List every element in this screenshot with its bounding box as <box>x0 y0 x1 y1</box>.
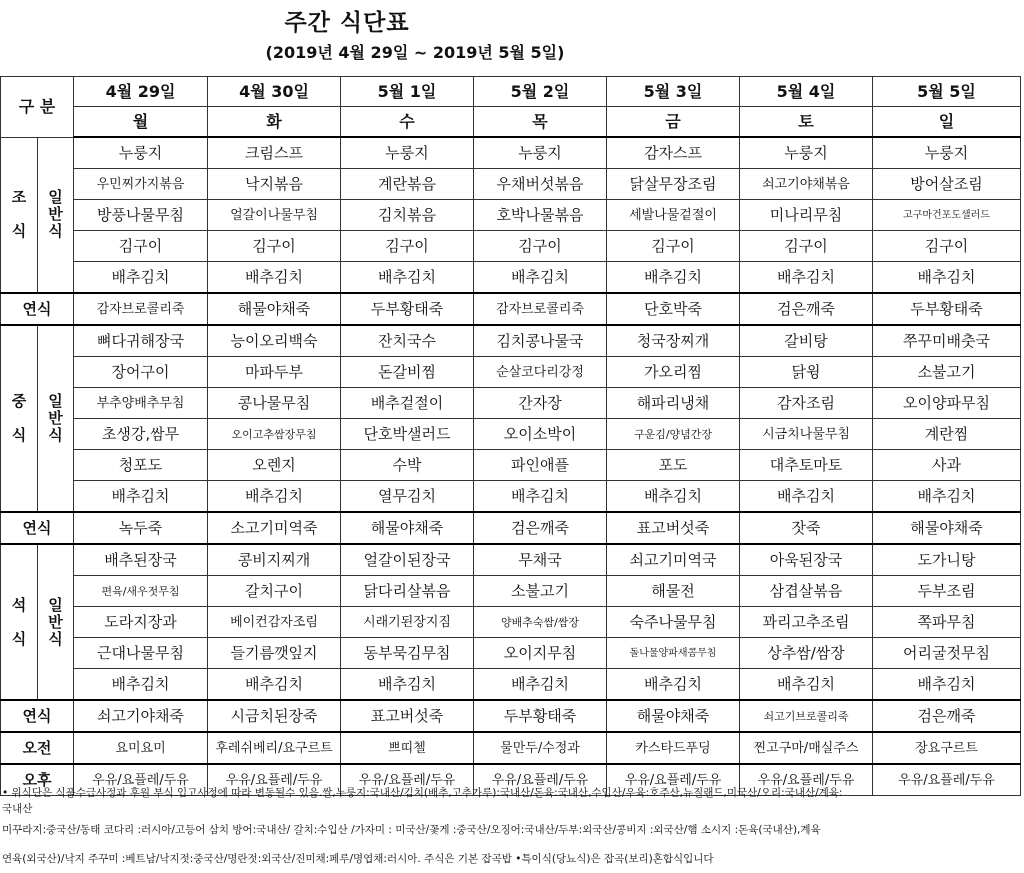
dinner-menu-item: 베이컨감자조림 <box>208 607 341 638</box>
lunch-soft-item: 잣죽 <box>740 512 873 544</box>
lunch-menu-item: 뼈다귀해장국 <box>74 325 208 357</box>
breakfast-menu-item: 낙지볶음 <box>208 169 341 200</box>
breakfast-menu-item: 배추김치 <box>607 262 740 294</box>
day-header: 일 <box>873 107 1021 138</box>
breakfast-menu-item: 방어살조림 <box>873 169 1021 200</box>
lunch-menu-item: 오렌지 <box>208 450 341 481</box>
snack-pm-item: 우유/요플레/두유 <box>341 764 474 796</box>
breakfast-menu-item: 감자스프 <box>607 137 740 169</box>
lunch-soft-label: 연식 <box>1 512 74 544</box>
lunch-menu-item: 능이오리백숙 <box>208 325 341 357</box>
breakfast-type-label: 일 반 식 <box>38 137 74 293</box>
snack-am-item: 장요구르트 <box>873 732 1021 764</box>
dinner-menu-item: 해물전 <box>607 576 740 607</box>
lunch-menu-item: 배추김치 <box>208 481 341 513</box>
lunch-soft-item: 소고기미역죽 <box>208 512 341 544</box>
breakfast-menu-item: 김치볶음 <box>341 200 474 231</box>
dinner-menu-item: 두부조림 <box>873 576 1021 607</box>
snack-pm-label: 오후 <box>1 764 74 796</box>
dinner-menu-item: 시래기된장지짐 <box>341 607 474 638</box>
breakfast-menu-item: 김구이 <box>873 231 1021 262</box>
snack-pm-item: 우유/요플레/두유 <box>607 764 740 796</box>
lunch-menu-item: 장어구이 <box>74 357 208 388</box>
dinner-soft-item: 두부황태죽 <box>474 700 607 732</box>
lunch-menu-item: 오이고추쌈장무침 <box>208 419 341 450</box>
breakfast-menu-item: 고구마건포도샐러드 <box>873 200 1021 231</box>
dinner-menu-item: 쪽파무침 <box>873 607 1021 638</box>
breakfast-soft-item: 두부황태죽 <box>341 293 474 325</box>
lunch-soft-item: 검은깨죽 <box>474 512 607 544</box>
breakfast-menu-item: 쇠고기야채볶음 <box>740 169 873 200</box>
lunch-menu-item: 배추김치 <box>873 481 1021 513</box>
day-header: 수 <box>341 107 474 138</box>
lunch-menu-item: 해파리냉채 <box>607 388 740 419</box>
lunch-menu-item: 돈갈비찜 <box>341 357 474 388</box>
date-range: (2019년 4월 29일 ~ 2019년 5월 5일) <box>265 43 565 62</box>
breakfast-meal-label: 조 식 <box>1 137 38 293</box>
lunch-menu-item: 배추김치 <box>474 481 607 513</box>
dinner-soft-item: 쇠고기야채죽 <box>74 700 208 732</box>
date-header: 5월 4일 <box>740 77 873 107</box>
dinner-menu-item: 양배추숙쌈/쌈장 <box>474 607 607 638</box>
dinner-meal-label: 석 식 <box>1 544 38 700</box>
lunch-menu-item: 소불고기 <box>873 357 1021 388</box>
dinner-menu-item: 갈치구이 <box>208 576 341 607</box>
dinner-menu-item: 도라지장과 <box>74 607 208 638</box>
breakfast-menu-item: 배추김치 <box>740 262 873 294</box>
breakfast-menu-item: 김구이 <box>474 231 607 262</box>
dinner-soft-item: 검은깨죽 <box>873 700 1021 732</box>
dinner-soft-item: 표고버섯죽 <box>341 700 474 732</box>
lunch-soft-item: 해물야채죽 <box>341 512 474 544</box>
dinner-menu-item: 무채국 <box>474 544 607 576</box>
dinner-menu-item: 근대나물무침 <box>74 638 208 669</box>
page-title: 주간 식단표 <box>284 10 410 36</box>
lunch-menu-item: 간자장 <box>474 388 607 419</box>
lunch-menu-item: 오이양파무침 <box>873 388 1021 419</box>
dinner-menu-item: 배추김치 <box>208 669 341 701</box>
date-header: 4월 30일 <box>208 77 341 107</box>
dinner-menu-item: 숙주나물무침 <box>607 607 740 638</box>
lunch-soft-item: 해물야채죽 <box>873 512 1021 544</box>
breakfast-menu-item: 크림스프 <box>208 137 341 169</box>
breakfast-menu-item: 얼갈이나물무침 <box>208 200 341 231</box>
dinner-menu-item: 배추김치 <box>474 669 607 701</box>
snack-am-item: 요미요미 <box>74 732 208 764</box>
snack-am-item: 쁘띠첼 <box>341 732 474 764</box>
day-header: 금 <box>607 107 740 138</box>
lunch-menu-item: 부추양배추무침 <box>74 388 208 419</box>
lunch-menu-item: 갈비탕 <box>740 325 873 357</box>
dinner-soft-item: 해물야채죽 <box>607 700 740 732</box>
breakfast-menu-item: 누룽지 <box>341 137 474 169</box>
dinner-menu-item: 어리굴젓무침 <box>873 638 1021 669</box>
lunch-menu-item: 수박 <box>341 450 474 481</box>
breakfast-soft-item: 해물야채죽 <box>208 293 341 325</box>
lunch-menu-item: 청포도 <box>74 450 208 481</box>
lunch-soft-item: 녹두죽 <box>74 512 208 544</box>
dinner-menu-item: 아욱된장국 <box>740 544 873 576</box>
dinner-menu-item: 배추김치 <box>607 669 740 701</box>
breakfast-soft-label: 연식 <box>1 293 74 325</box>
snack-pm-item: 우유/요플레/두유 <box>873 764 1021 796</box>
snack-pm-item: 우유/요플레/두유 <box>208 764 341 796</box>
breakfast-menu-item: 누룽지 <box>74 137 208 169</box>
dinner-menu-item: 배추김치 <box>341 669 474 701</box>
breakfast-menu-item: 세발나물겉절이 <box>607 200 740 231</box>
origin-note-line3: 미꾸라지:중국산/동태 코다리 :러시아/고등어 삼치 방어:국내산/ 갈치:수입산 /가자미 : 미국산/꽃게 :중국산/오징어:국내산/두부:외국산/콩비지 :외국산/햄 소시지 :돈육(국내산),계육 <box>2 824 821 836</box>
lunch-menu-item: 계란찜 <box>873 419 1021 450</box>
breakfast-menu-item: 배추김치 <box>873 262 1021 294</box>
dinner-menu-item: 오이지무침 <box>474 638 607 669</box>
snack-pm-item: 우유/요플레/두유 <box>740 764 873 796</box>
lunch-menu-item: 콩나물무침 <box>208 388 341 419</box>
lunch-menu-item: 잔치국수 <box>341 325 474 357</box>
lunch-menu-item: 감자조림 <box>740 388 873 419</box>
breakfast-menu-item: 김구이 <box>208 231 341 262</box>
snack-am-item: 찐고구마/매실주스 <box>740 732 873 764</box>
date-header: 5월 1일 <box>341 77 474 107</box>
lunch-type-label: 일 반 식 <box>38 325 74 512</box>
day-header: 월 <box>74 107 208 138</box>
lunch-menu-item: 열무김치 <box>341 481 474 513</box>
lunch-menu-item: 닭윙 <box>740 357 873 388</box>
snack-am-item: 물만두/수정과 <box>474 732 607 764</box>
dinner-menu-item: 닭다리살볶음 <box>341 576 474 607</box>
dinner-menu-item: 배추된장국 <box>74 544 208 576</box>
breakfast-menu-item: 배추김치 <box>474 262 607 294</box>
dinner-menu-item: 꽈리고추조림 <box>740 607 873 638</box>
menu-table <box>0 76 1021 796</box>
origin-note-line1: • 위식단은 식품수급사정과 후원 부식 입고사정에 따라 변동될수 있음.쌀,누룽지:국내산/김치(배추,고추가루):국내산/돈육:국내산,수입산/우육:호주산,뉴질랜드,미국산/오리:국내산/계육: <box>2 787 843 799</box>
dinner-menu-item: 들기름깻잎지 <box>208 638 341 669</box>
lunch-menu-item: 배추김치 <box>740 481 873 513</box>
day-header: 목 <box>474 107 607 138</box>
lunch-menu-item: 초생강,쌈무 <box>74 419 208 450</box>
breakfast-soft-item: 감자브로콜리죽 <box>474 293 607 325</box>
breakfast-menu-item: 우채버섯볶음 <box>474 169 607 200</box>
dinner-soft-item: 시금치된장죽 <box>208 700 341 732</box>
breakfast-soft-item: 두부황태죽 <box>873 293 1021 325</box>
day-header: 화 <box>208 107 341 138</box>
dinner-type-label: 일 반 식 <box>38 544 74 700</box>
snack-pm-item: 우유/요플레/두유 <box>74 764 208 796</box>
breakfast-menu-item: 호박나물볶음 <box>474 200 607 231</box>
date-header: 5월 5일 <box>873 77 1021 107</box>
breakfast-menu-item: 누룽지 <box>474 137 607 169</box>
dinner-menu-item: 콩비지찌개 <box>208 544 341 576</box>
breakfast-menu-item: 누룽지 <box>873 137 1021 169</box>
origin-note-line2: 국내산 <box>2 803 33 815</box>
lunch-menu-item: 청국장찌개 <box>607 325 740 357</box>
lunch-menu-item: 배추겉절이 <box>341 388 474 419</box>
breakfast-menu-item: 김구이 <box>341 231 474 262</box>
date-header: 5월 3일 <box>607 77 740 107</box>
dinner-menu-item: 쇠고기미역국 <box>607 544 740 576</box>
dinner-menu-item: 동부묵김무침 <box>341 638 474 669</box>
breakfast-menu-item: 우민찌가지볶음 <box>74 169 208 200</box>
snack-pm-item: 우유/요플레/두유 <box>474 764 607 796</box>
breakfast-menu-item: 닭살무장조림 <box>607 169 740 200</box>
lunch-menu-item: 배추김치 <box>74 481 208 513</box>
lunch-menu-item: 순살코다리강정 <box>474 357 607 388</box>
lunch-menu-item: 오이소박이 <box>474 419 607 450</box>
breakfast-menu-item: 배추김치 <box>208 262 341 294</box>
snack-am-label: 오전 <box>1 732 74 764</box>
lunch-menu-item: 파인애플 <box>474 450 607 481</box>
snack-am-item: 카스타드푸딩 <box>607 732 740 764</box>
breakfast-menu-item: 김구이 <box>607 231 740 262</box>
dinner-menu-item: 배추김치 <box>740 669 873 701</box>
dinner-soft-item: 쇠고기브로콜리죽 <box>740 700 873 732</box>
breakfast-menu-item: 방풍나물무침 <box>74 200 208 231</box>
lunch-menu-item: 쭈꾸미배춧국 <box>873 325 1021 357</box>
origin-note-line4: 연육(외국산)/낙지 주꾸미 :베트남/낙지젓:중국산/명란젓:외국산/진미채:페루/명엽채:러시아. 주식은 기본 잡곡밥 •특이식(당뇨식)은 잡곡(보리)혼합식입니다 <box>2 853 714 865</box>
dinner-menu-item: 배추김치 <box>873 669 1021 701</box>
lunch-menu-item: 김치콩나물국 <box>474 325 607 357</box>
date-header: 5월 2일 <box>474 77 607 107</box>
dinner-soft-label: 연식 <box>1 700 74 732</box>
lunch-soft-item: 표고버섯죽 <box>607 512 740 544</box>
dinner-menu-item: 배추김치 <box>74 669 208 701</box>
dinner-menu-item: 얼갈이된장국 <box>341 544 474 576</box>
breakfast-menu-item: 계란볶음 <box>341 169 474 200</box>
dinner-menu-item: 돌나물양파새콤무침 <box>607 638 740 669</box>
breakfast-menu-item: 김구이 <box>74 231 208 262</box>
dinner-menu-item: 삼겹살볶음 <box>740 576 873 607</box>
lunch-meal-label: 중 식 <box>1 325 38 512</box>
gubun-header: 구 분 <box>1 77 74 138</box>
snack-am-item: 후레쉬베리/요구르트 <box>208 732 341 764</box>
lunch-menu-item: 마파두부 <box>208 357 341 388</box>
lunch-menu-item: 대추토마토 <box>740 450 873 481</box>
lunch-menu-item: 가오리찜 <box>607 357 740 388</box>
date-header: 4월 29일 <box>74 77 208 107</box>
breakfast-menu-item: 미나리무침 <box>740 200 873 231</box>
lunch-menu-item: 구운김/양념간장 <box>607 419 740 450</box>
lunch-menu-item: 사과 <box>873 450 1021 481</box>
dinner-menu-item: 편육/새우젓무침 <box>74 576 208 607</box>
breakfast-soft-item: 검은깨죽 <box>740 293 873 325</box>
breakfast-soft-item: 감자브로콜리죽 <box>74 293 208 325</box>
dinner-menu-item: 소불고기 <box>474 576 607 607</box>
day-header: 토 <box>740 107 873 138</box>
breakfast-menu-item: 누룽지 <box>740 137 873 169</box>
lunch-menu-item: 배추김치 <box>607 481 740 513</box>
breakfast-menu-item: 김구이 <box>740 231 873 262</box>
lunch-menu-item: 단호박샐러드 <box>341 419 474 450</box>
lunch-menu-item: 시금치나물무침 <box>740 419 873 450</box>
breakfast-soft-item: 단호박죽 <box>607 293 740 325</box>
dinner-menu-item: 도가니탕 <box>873 544 1021 576</box>
dinner-menu-item: 상추쌈/쌈장 <box>740 638 873 669</box>
lunch-menu-item: 포도 <box>607 450 740 481</box>
breakfast-menu-item: 배추김치 <box>74 262 208 294</box>
breakfast-menu-item: 배추김치 <box>341 262 474 294</box>
